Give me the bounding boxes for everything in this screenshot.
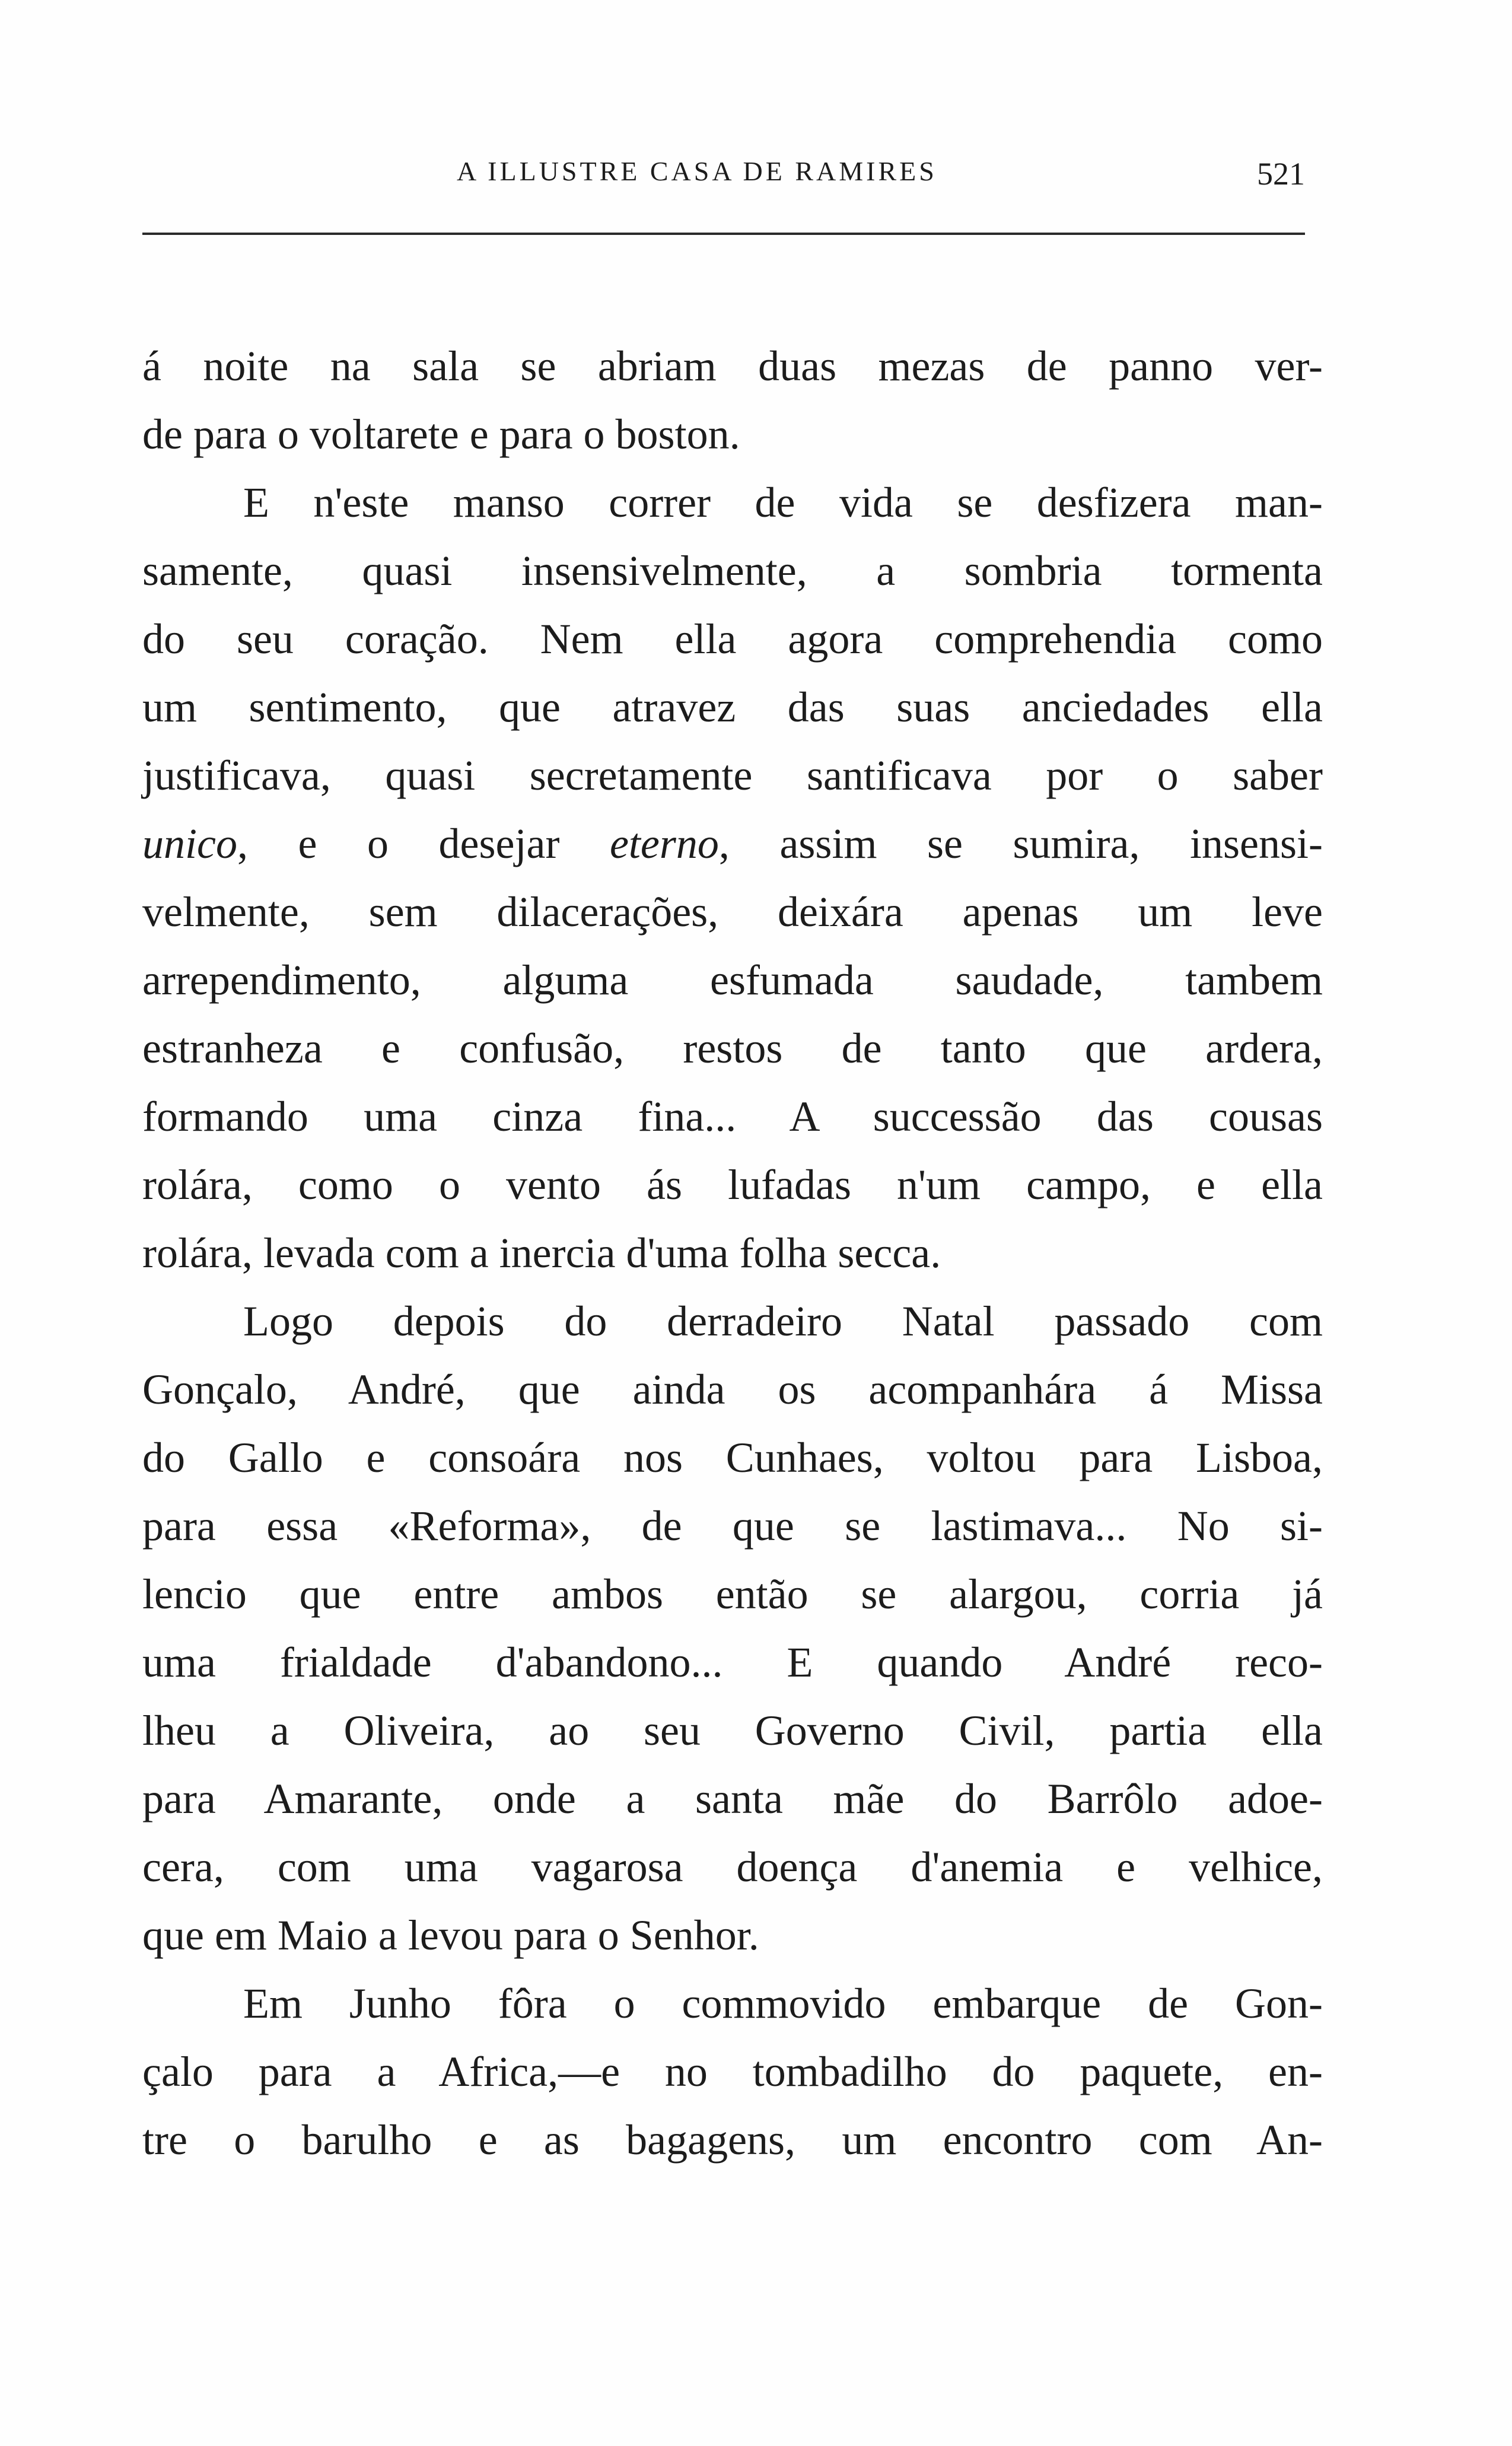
text-line: estranheza e confusão, restos de tanto que ardera, [142,1025,1323,1072]
body-text [142,332,1323,2174]
text-line: á noite na sala se abriam duas mezas de panno ver- [142,342,1323,390]
text-line: do seu coração. Nem ella agora comprehendia como [142,615,1323,663]
text-line: do Gallo e consoára nos Cunhaes, voltou para Lisboa, [142,1434,1323,1481]
text-line: çalo para a Africa,—e no tombadilho do paquete, en- [142,2048,1323,2095]
paragraph-start-line: E n'este manso correr de vida se desfizera man- [243,479,1323,526]
text-line: que em Maio a levou para o Senhor. [142,1911,759,1959]
text-line: para Amarante, onde a santa mãe do Barrôlo adoe- [142,1775,1323,1822]
text-line: samente, quasi insensivelmente, a sombria tormenta [142,547,1323,594]
text-segment: , e o desejar [237,820,610,867]
text-line-italic [142,810,1323,878]
text-line: Gonçalo, André, que ainda os acompanhára á Missa [142,1366,1323,1413]
text-line: tre o barulho e as bagagens, um encontro com An- [142,2116,1323,2164]
text-line: rolára, levada com a inercia d'uma folha secca. [142,1229,941,1277]
italic-word-eterno: eterno [609,820,719,867]
text-line: de para o voltarete e para o boston. [142,411,740,458]
text-line: arrependimento, alguma esfumada saudade, tambem [142,956,1323,1004]
text-line: um sentimento, que atravez das suas anciedades ella [142,683,1323,731]
paragraph-start-line: Em Junho fôra o commovido embarque de Gon- [243,1980,1323,2027]
text-line: formando uma cinza fina... A successão das cousas [142,1093,1323,1140]
paragraph-start-line: Logo depois do derradeiro Natal passado com [243,1297,1323,1345]
text-line: lencio que entre ambos então se alargou, corria já [142,1570,1323,1618]
text-line: velmente, sem dilacerações, deixára apenas um leve [142,888,1323,936]
text-segment: , assim se sumira, insensi- [718,820,1323,867]
running-title: A ILLUSTRE CASA DE RAMIRES [457,156,937,186]
text-line: para essa «Reforma», de que se lastimava... No si- [142,1502,1323,1550]
running-header [142,155,1305,203]
page-number: 521 [1257,156,1305,192]
text-line: lheu a Oliveira, ao seu Governo Civil, partia ella [142,1707,1323,1754]
italic-word-unico: unico [142,820,237,867]
text-line: rolára, como o vento ás lufadas n'um campo, e ella [142,1161,1323,1208]
text-line: cera, com uma vagarosa doença d'anemia e velhice, [142,1843,1323,1891]
text-line: justificava, quasi secretamente santificava por o saber [142,752,1323,799]
text-line: uma frialdade d'abandono... E quando André reco- [142,1639,1323,1686]
header-rule [142,233,1305,235]
